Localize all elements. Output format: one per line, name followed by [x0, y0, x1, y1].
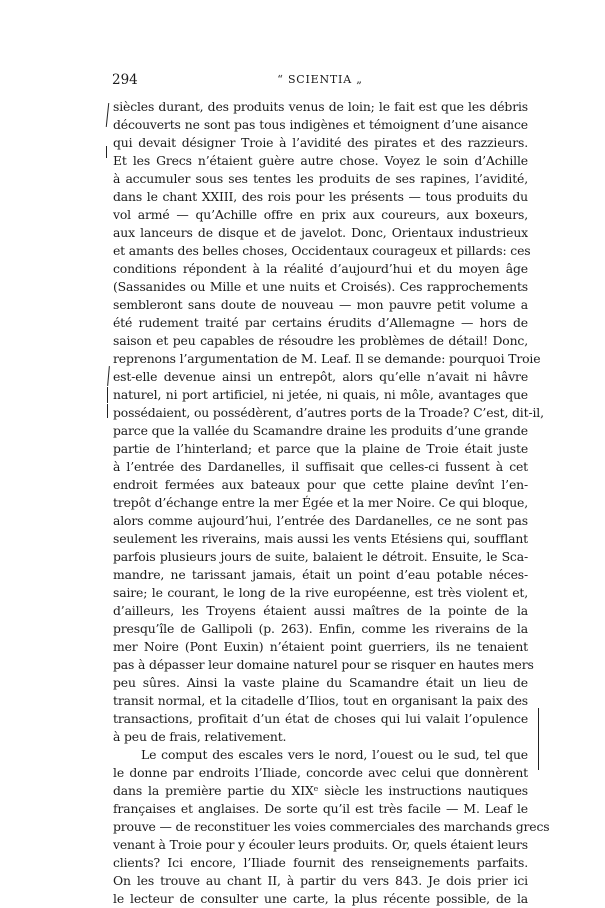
text-line: possédaient, ou possédèrent, d’autres ports de la Troade? C’est, dit-il,: [113, 405, 544, 420]
text-line: françaises et anglaises. De sorte qu’il est très facile — M. Leaf le: [113, 801, 528, 816]
text-line: vol armé — qu’Achille offre en prix aux coureurs, aux boxeurs,: [113, 207, 528, 222]
margin-mark: [107, 387, 108, 403]
margin-mark: [107, 366, 110, 386]
text-line: mandre, ne tarissant jamais, était un point d’eau potable néces-: [113, 567, 528, 582]
paragraph: [113, 746, 550, 908]
text-line: endroit fermées aux bateaux pour que cette plaine devînt l’en-: [113, 477, 528, 492]
text-line: trepôt d’échange entre la mer Égée et la mer Noire. Ce qui bloque,: [113, 495, 528, 510]
text-line: venant à Troie pour y écouler leurs produits. Or, quels étaient leurs: [113, 837, 528, 852]
text-line: est-elle devenue ainsi un entrepôt, alors qu’elle n’avait ni hâvre: [113, 369, 528, 384]
text-line: seulement les riverains, mais aussi les vents Etésiens qui, soufflant: [113, 531, 528, 546]
text-line: siècles durant, des produits venus de loin; le fait est que les débris: [113, 99, 528, 114]
paragraph: [113, 98, 544, 746]
text-line: découverts ne sont pas tous indigènes et témoignent d’une aisance: [113, 117, 528, 132]
text-line: dans la première partie du XIXᵉ siècle les instructions nautiques: [113, 783, 528, 798]
text-line: Et les Grecs n’étaient guère autre chose. Voyez le soin d’Achille: [113, 153, 528, 168]
margin-mark: [106, 146, 107, 158]
page-header: [112, 72, 528, 90]
margin-mark: [107, 404, 108, 418]
text-line: mer Noire (Pont Euxin) n’étaient point guerriers, ils ne tenaient: [113, 639, 528, 654]
body-text: [113, 98, 550, 908]
text-line: reprenons l’argumentation de M. Leaf. Il se demande: pourquoi Troie: [113, 351, 541, 366]
text-line: parce que la vallée du Scamandre draine les produits d’une grande: [113, 423, 528, 438]
text-line: presqu’île de Gallipoli (p. 263). Enfin, comme les riverains de la: [113, 621, 528, 636]
text-line: à accumuler sous ses tentes les produits de ses rapines, l’avidité,: [113, 171, 528, 186]
text-line: conditions répondent à la réalité d’aujourd’hui et du moyen âge: [113, 261, 528, 276]
text-line: clients? Ici encore, l’Iliade fournit des renseignements parfaits.: [113, 855, 528, 870]
text-line: à l’entrée des Dardanelles, il suffisait que celles-ci fussent à cet: [113, 459, 528, 474]
text-line: le lecteur de consulter une carte, la plus récente possible, de la: [113, 891, 528, 906]
text-line: sembleront sans doute de nouveau — mon pauvre petit volume a: [113, 297, 528, 312]
text-line: peu sûres. Ainsi la vaste plaine du Scamandre était un lieu de: [113, 675, 528, 690]
text-line: d’ailleurs, les Troyens étaient aussi maîtres de la pointe de la: [113, 603, 528, 618]
text-line: transactions, profitait d’un état de choses qui lui valait l’opulence: [113, 711, 528, 726]
text-line: partie de l’hinterland; et parce que la plaine de Troie était juste: [113, 441, 528, 456]
text-line: été rudement traité par certains érudits d’Allemagne — hors de: [113, 315, 528, 330]
margin-mark: [106, 103, 110, 127]
text-line: à peu de frais, relativement.: [113, 729, 287, 744]
text-line: dans le chant XXIII, des rois pour les présents — tous produits du: [113, 189, 528, 204]
text-line: alors comme aujourd’hui, l’entrée des Dardanelles, ce ne sont pas: [113, 513, 528, 528]
text-line: aux lanceurs de disque et de javelot. Donc, Orientaux industrieux: [113, 225, 528, 240]
text-line: On les trouve au chant II, à partir du vers 843. Je dois prier ici: [113, 873, 528, 888]
text-line: transit normal, et la citadelle d’Ilios, tout en organisant la paix des: [113, 693, 528, 708]
text-line: et amants des belles choses, Occidentaux courageux et pillards: ces: [113, 243, 531, 258]
text-line: parfois plusieurs jours de suite, balaient le détroit. Ensuite, le Sca-: [113, 549, 528, 564]
text-line: qui devait désigner Troie à l’avidité des pirates et des razzieurs.: [113, 135, 528, 150]
text-line: pas à dépasser leur domaine naturel pour se risquer en hautes mers: [113, 657, 534, 672]
text-line: Le comput des escales vers le nord, l’ouest ou le sud, tel que: [141, 747, 528, 762]
text-line: prouve — de reconstituer les voies commerciales des marchands grecs: [113, 819, 550, 834]
margin-mark: [538, 708, 539, 770]
text-line: saire; le courant, le long de la rive européenne, est très violent et,: [113, 585, 528, 600]
text-line: saison et peu capables de résoudre les problèmes de détail! Donc,: [113, 333, 528, 348]
text-line: naturel, ni port artificiel, ni jetée, ni quais, ni môle, avantages que: [113, 387, 528, 402]
text-line: (Sassanides ou Mille et une nuits et Croisés). Ces rapprochements: [113, 279, 528, 294]
text-line: le donne par endroits l’Iliade, concorde avec celui que donnèrent: [113, 765, 528, 780]
running-head: “ SCIENTIA „: [277, 73, 363, 86]
page-number: 294: [112, 72, 138, 88]
